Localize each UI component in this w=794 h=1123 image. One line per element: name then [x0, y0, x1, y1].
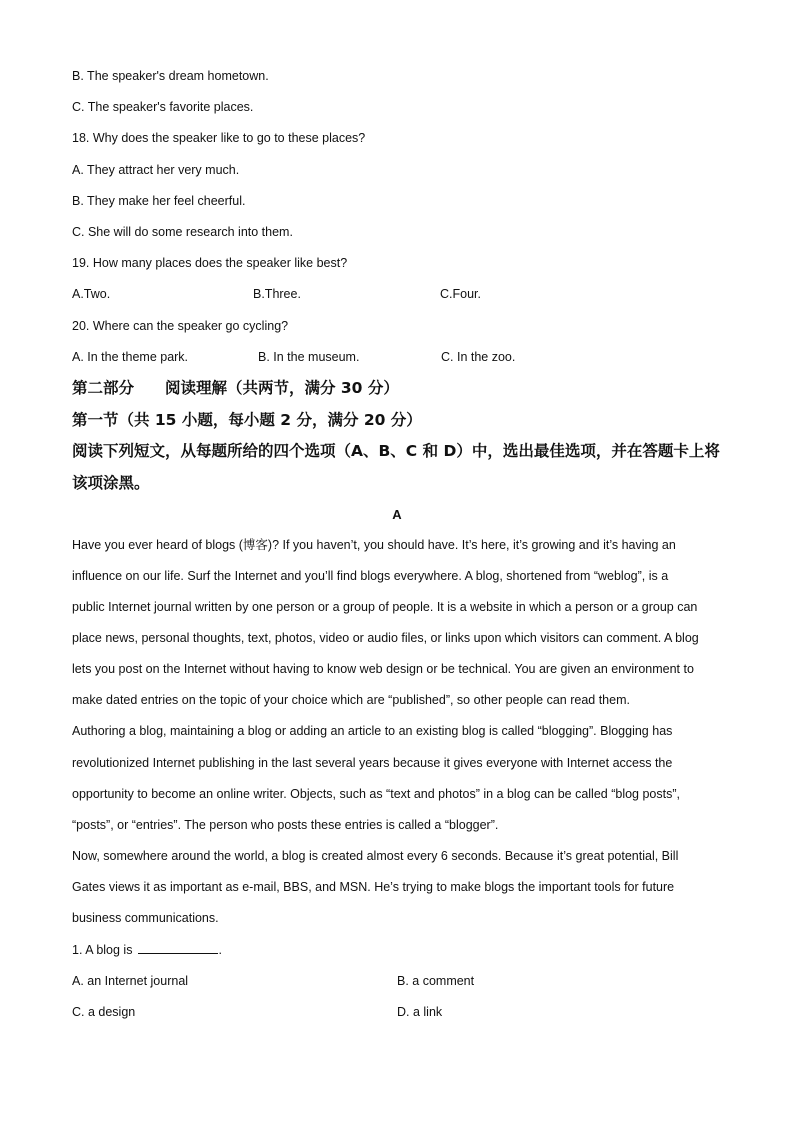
passage-line: influence on our life. Surf the Internet and you’ll find blogs everywhere. A blog, shortened from “weblog”, is a: [72, 569, 669, 583]
q1-option-d: D. a link: [397, 1005, 443, 1019]
q1-option-a: A. an Internet journal: [72, 974, 189, 988]
q20-question: 20. Where can the speaker go cycling?: [72, 319, 289, 333]
q19-option-c: C.Four.: [440, 287, 481, 301]
passage-line: public Internet journal written by one person or a group of people. It is a website in which a person or a group can: [72, 600, 698, 614]
passage-line: Gates views it as important as e-mail, BBS, and MSN. He’s trying to make blogs the important tools for future: [72, 880, 675, 894]
part-two-title: 第二部分 阅读理解（共两节，满分 30 分）: [72, 379, 399, 397]
passage-line: Authoring a blog, maintaining a blog or adding an article to an existing blog is called “blogging”. Blogging has: [72, 724, 673, 738]
q19-option-b: B.Three.: [253, 287, 301, 301]
passage-line: “posts”, or “entries”. The person who posts these entries is called a “blogger”.: [72, 818, 499, 832]
answer-blank: [138, 942, 218, 954]
q17-option-b: B. The speaker's dream hometown.: [72, 69, 269, 83]
instruction-line-1: 阅读下列短文，从每题所给的四个选项（A、B、C 和 D）中，选出最佳选项，并在答题卡上将: [72, 442, 720, 460]
passage-label: A: [392, 507, 402, 522]
q18-option-a: A. They attract her very much.: [72, 163, 240, 177]
passage-line: make dated entries on the topic of your choice which are “published”, so other people can read them.: [72, 693, 630, 707]
q1-question: 1. A blog is: [72, 943, 133, 957]
passage-line: revolutionized Internet publishing in the last several years because it gives everyone with Internet access the: [72, 756, 673, 770]
q1-option-b: B. a comment: [397, 974, 475, 988]
passage-line: lets you post on the Internet without having to know web design or be technical. You are given an environment to: [72, 662, 694, 676]
q1-option-c: C. a design: [72, 1005, 136, 1019]
q18-option-c: C. She will do some research into them.: [72, 225, 293, 239]
q20-option-b: B. In the museum.: [258, 350, 360, 364]
q20-option-c: C. In the zoo.: [441, 350, 516, 364]
q20-option-a: A. In the theme park.: [72, 350, 189, 364]
passage-line: business communications.: [72, 911, 219, 925]
passage-line: Now, somewhere around the world, a blog is created almost every 6 seconds. Because it’s great potential, Bill: [72, 849, 679, 863]
q19-option-a: A.Two.: [72, 287, 111, 301]
section-one-title: 第一节（共 15 小题，每小题 2 分，满分 20 分）: [72, 411, 422, 429]
q1-question-end: .: [218, 943, 222, 957]
passage-line: place news, personal thoughts, text, photos, video or audio files, or links upon which visitors can comment. A blog: [72, 631, 699, 645]
q19-question: 19. How many places does the speaker like best?: [72, 256, 348, 270]
q18-question: 18. Why does the speaker like to go to these places?: [72, 131, 366, 145]
q17-option-c: C. The speaker's favorite places.: [72, 100, 254, 114]
passage-line: opportunity to become an online writer. Objects, such as “text and photos” in a blog can be called “blog posts”,: [72, 787, 680, 801]
q1-question-line: [72, 942, 732, 958]
instruction-line-2: 该项涂黑。: [72, 474, 150, 492]
q18-option-b: B. They make her feel cheerful.: [72, 194, 246, 208]
passage-line: Have you ever heard of blogs (博客)? If you haven’t, you should have. It’s here, it’s growing and it’s having an: [72, 538, 676, 552]
